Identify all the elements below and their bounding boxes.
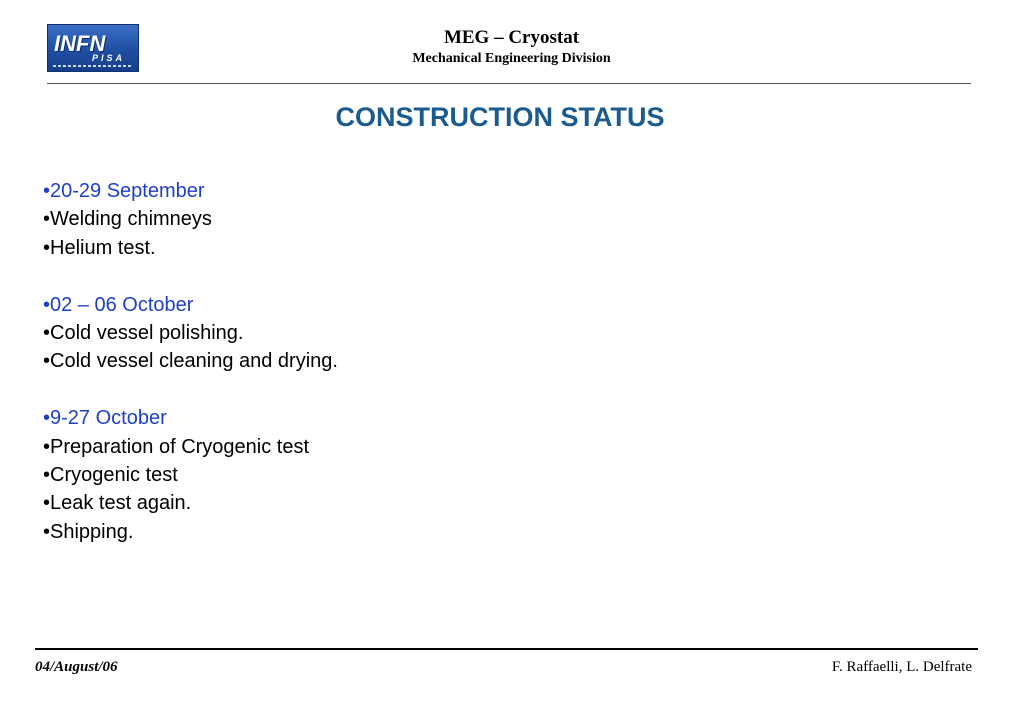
- page-title: CONSTRUCTION STATUS: [335, 102, 665, 132]
- header-subtitle: Mechanical Engineering Division: [412, 51, 611, 66]
- header-divider: [47, 83, 971, 84]
- period-heading: •02 – 06 October: [43, 293, 194, 316]
- list-item: •Cryogenic test: [43, 464, 178, 487]
- list-item: •Cold vessel cleaning and drying.: [43, 350, 338, 373]
- list-item: •Preparation of Cryogenic test: [43, 435, 310, 458]
- footer-divider: [35, 648, 978, 650]
- period-heading: •20-29 September: [43, 180, 205, 202]
- status-bullet-list: [43, 177, 338, 546]
- footer-date: 04/August/06: [35, 659, 118, 675]
- footer-authors: F. Raffaelli, L. Delfrate: [831, 659, 972, 675]
- list-item: •Helium test.: [43, 236, 156, 259]
- list-item: •Cold vessel polishing.: [43, 322, 244, 345]
- logo-subtext: PISA: [92, 53, 126, 63]
- period-heading: •9-27 October: [43, 407, 167, 430]
- list-item: •Leak test again.: [43, 492, 192, 515]
- list-item: •Welding chimneys: [43, 208, 212, 231]
- list-item: •Shipping.: [43, 520, 134, 543]
- list-spacer: [43, 376, 338, 404]
- header-title: MEG – Cryostat: [443, 27, 580, 48]
- logo-text: INFN: [54, 31, 106, 56]
- list-spacer: [43, 262, 338, 290]
